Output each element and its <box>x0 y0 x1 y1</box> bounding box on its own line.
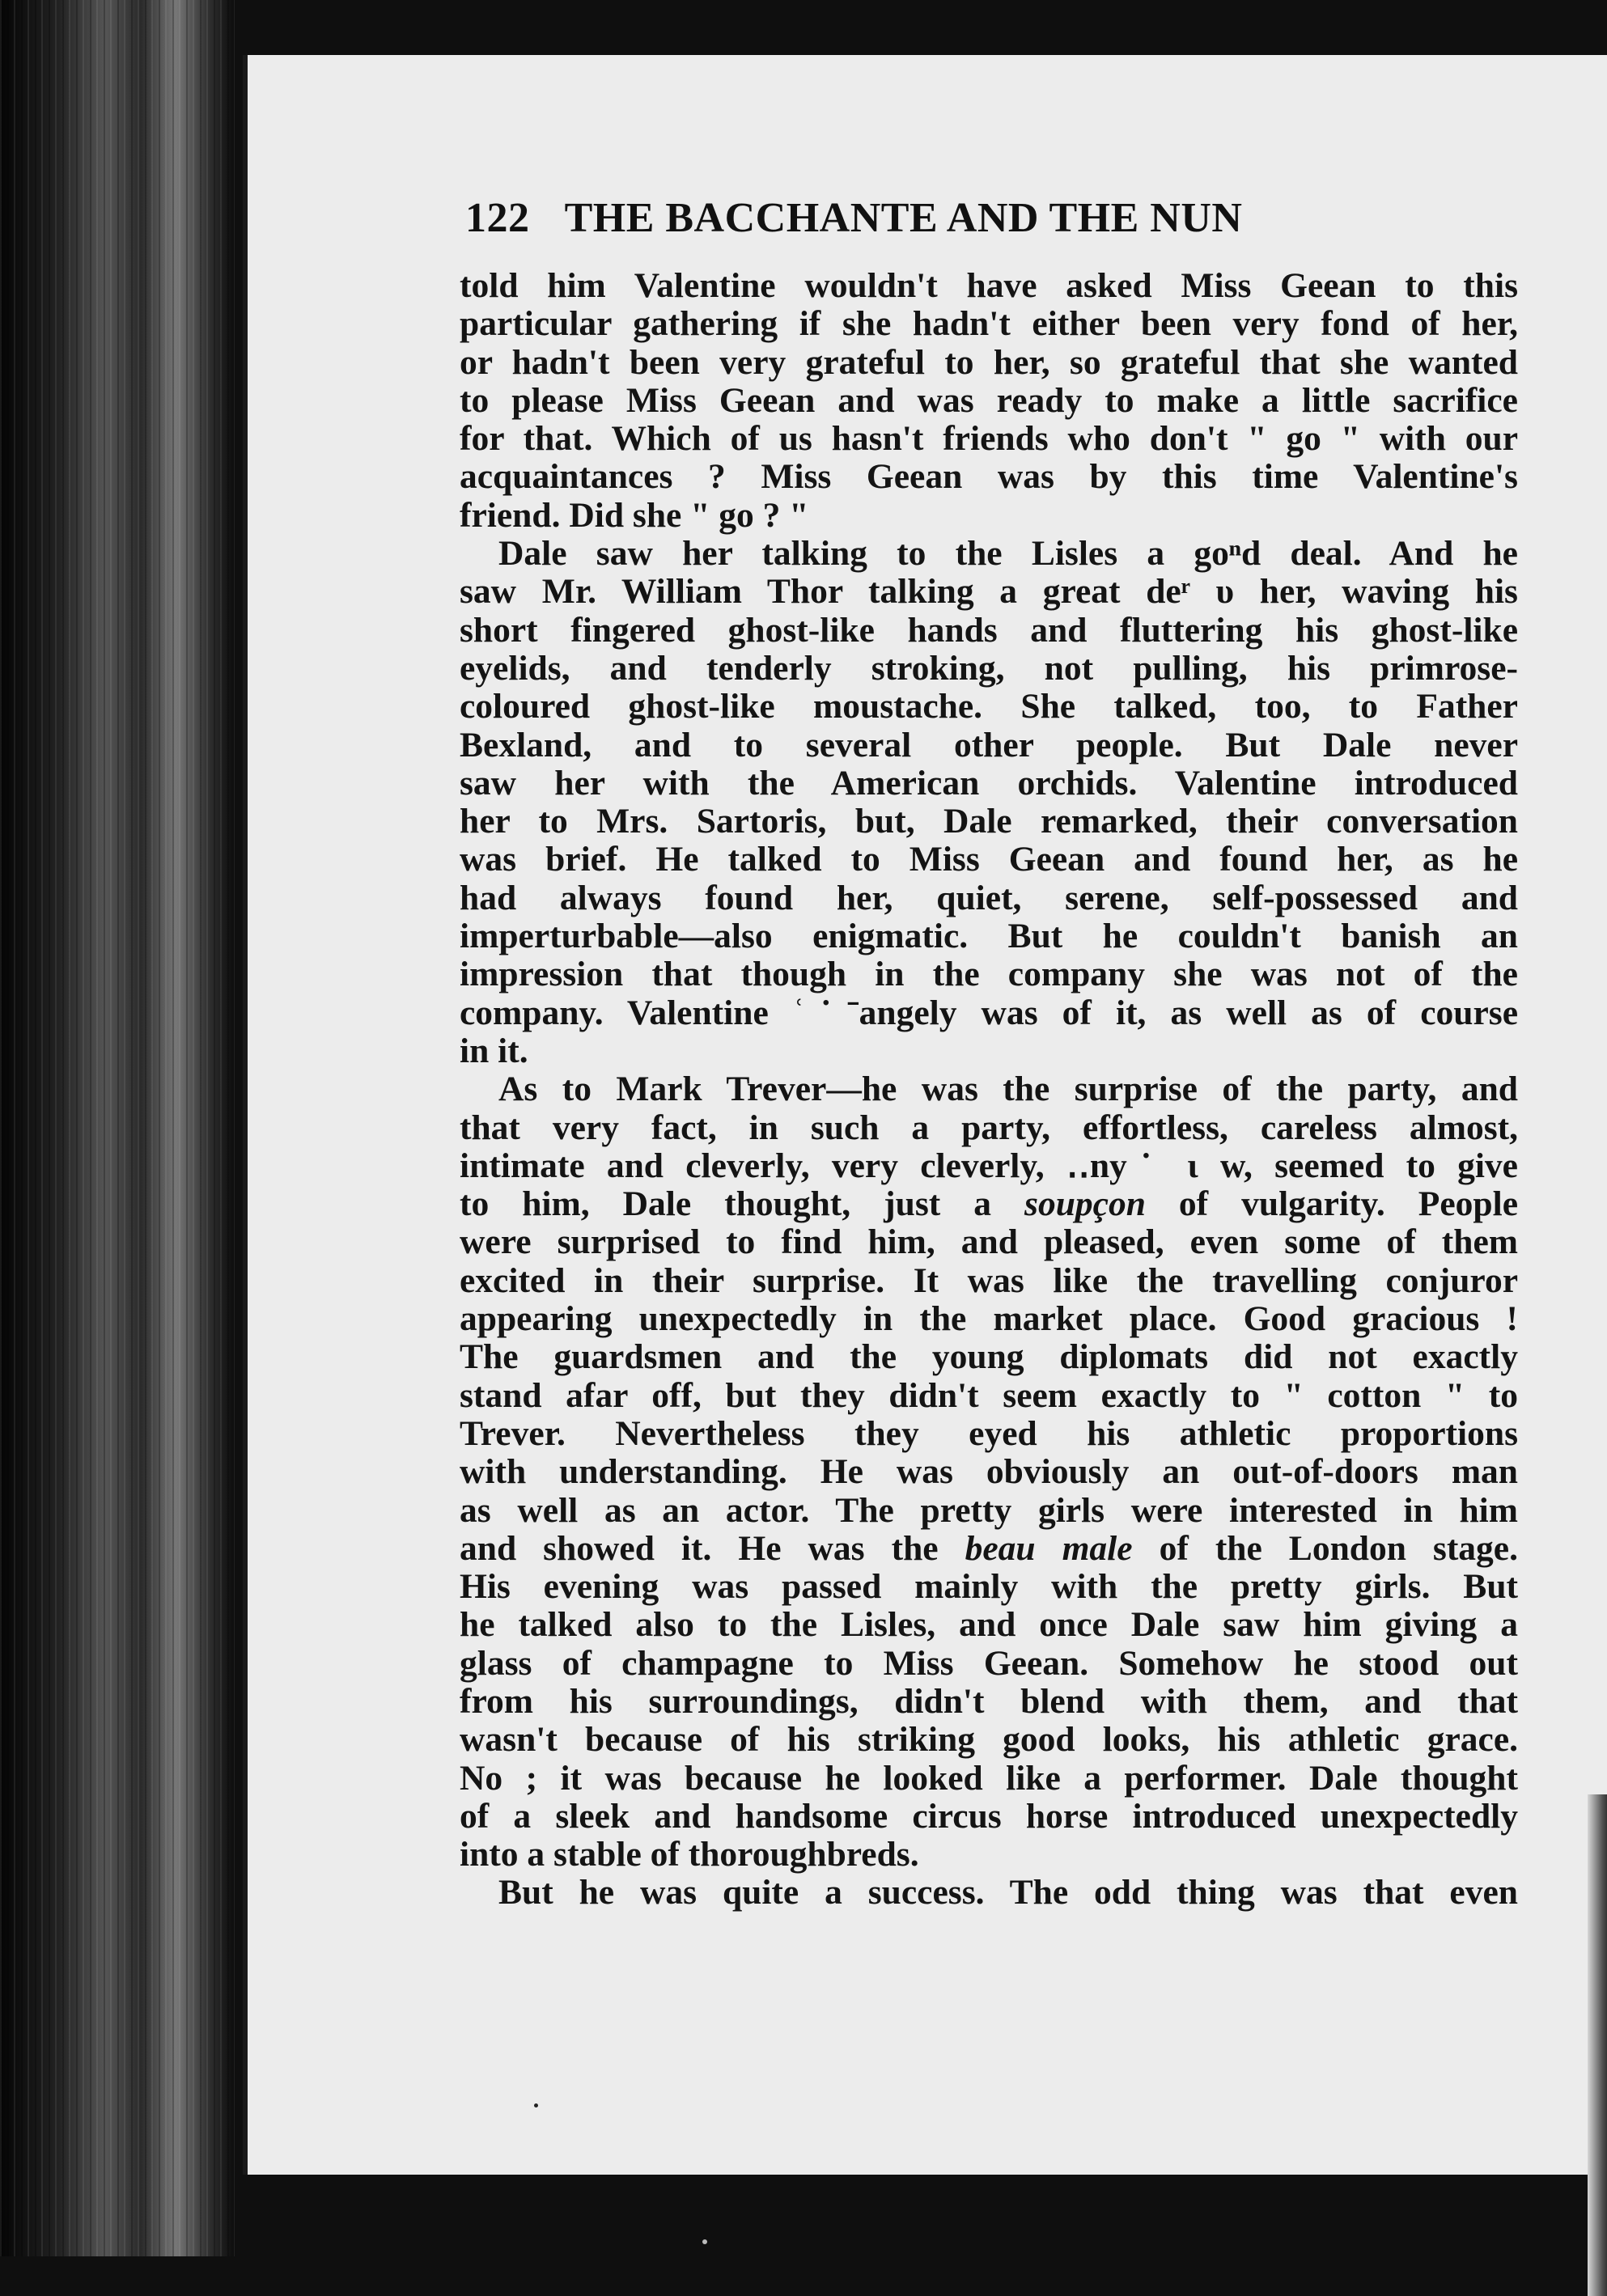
text-line: particular gathering if she hadn't either been very fond of her, <box>460 304 1518 344</box>
paragraph <box>460 535 1518 1070</box>
text-line: saw Mr. William Thor talking a great deʳ υ her, waving his <box>460 572 1518 612</box>
text-line: wasn't because of his striking good looks, his athletic grace. <box>460 1720 1518 1760</box>
text-line: The guardsmen and the young diplomats did not exactly <box>460 1337 1518 1377</box>
text-line: acquaintances ? Miss Geean was by this time Valentine's <box>460 457 1518 497</box>
text-line: to him, Dale thought, just a soupçon of vulgarity. People <box>460 1184 1518 1224</box>
page-number: 122 <box>465 195 530 241</box>
body-text <box>460 267 1518 1913</box>
paragraph <box>460 1070 1518 1874</box>
text-line: that very fact, in such a party, effortless, careless almost, <box>460 1108 1518 1147</box>
text-line: Dale saw her talking to the Lisles a goⁿd deal. And he <box>498 534 1518 574</box>
speck <box>702 2239 707 2244</box>
text-line: impression that though in the company she was not of the <box>460 955 1518 994</box>
page-edge-shadow <box>1588 1794 1607 2296</box>
text-line: were surprised to find him, and pleased, even some of them <box>460 1222 1518 1262</box>
text-line: coloured ghost-like moustache. She talked, too, to Father <box>460 687 1518 727</box>
text-line: from his surroundings, didn't blend with them, and that <box>460 1681 1518 1721</box>
text-line: or hadn't been very grateful to her, so grateful that she wanted <box>460 342 1518 382</box>
text-line: company. Valentine ʿ˙ˉangely was of it, as well as of course <box>460 993 1518 1032</box>
paragraph <box>460 267 1518 535</box>
text-line: Trever. Nevertheless they eyed his athletic proportions <box>460 1413 1518 1453</box>
text-line: glass of champagne to Miss Geean. Somehow he stood out <box>460 1643 1518 1683</box>
text-line: His evening was passed mainly with the pretty girls. But <box>460 1567 1518 1607</box>
text-line: As to Mark Trever—he was the surprise of the party, and <box>498 1070 1518 1109</box>
text-line: Bexland, and to several other people. But Dale never <box>460 725 1518 765</box>
text-line: as well as an actor. The pretty girls were interested in him <box>460 1490 1518 1530</box>
text-line: excited in their surprise. It was like the travelling conjuror <box>460 1260 1518 1300</box>
text-line: was brief. He talked to Miss Geean and found her, as he <box>460 840 1518 879</box>
text-line: of a sleek and handsome circus horse introduced unexpectedly <box>460 1796 1518 1836</box>
text-line: short fingered ghost-like hands and fluttering his ghost-like <box>460 610 1518 650</box>
text-line: for that. Which of us hasn't friends who don't " go " with our <box>460 419 1518 459</box>
text-line: had always found her, quiet, serene, self-possessed and <box>460 878 1518 917</box>
text-line: eyelids, and tenderly stroking, not pulling, his primrose- <box>460 648 1518 688</box>
book-binding-gutter <box>0 0 235 2256</box>
text-line: No ; it was because he looked like a performer. Dale thought <box>460 1758 1518 1798</box>
text-line: intimate and cleverly, very cleverly, ‥ny˙ ι w, seemed to give <box>460 1146 1518 1185</box>
text-line: imperturbable—also enigmatic. But he couldn't banish an <box>460 917 1518 956</box>
paragraph <box>460 1874 1518 1912</box>
text-line: friend. Did she " go ? " <box>460 495 809 535</box>
text-line: with understanding. He was obviously an out-of-doors man <box>460 1452 1518 1492</box>
speck <box>534 2103 538 2107</box>
running-header <box>465 194 1363 242</box>
text-line: into a stable of thoroughbreds. <box>460 1835 919 1875</box>
text-line: saw her with the American orchids. Valentine introduced <box>460 763 1518 803</box>
text-line: her to Mrs. Sartoris, but, Dale remarked, their conversation <box>460 802 1518 841</box>
text-line: he talked also to the Lisles, and once Dale saw him giving a <box>460 1605 1518 1645</box>
text-line: told him Valentine wouldn't have asked Miss Geean to this <box>460 266 1518 305</box>
running-title: THE BACCHANTE AND THE NUN <box>564 195 1243 241</box>
text-line: But he was quite a success. The odd thing was that even <box>498 1873 1518 1913</box>
text-line: stand afar off, but they didn't seem exactly to " cotton " to <box>460 1375 1518 1415</box>
text-line: appearing unexpectedly in the market place. Good gracious ! <box>460 1299 1518 1339</box>
text-line: and showed it. He was the beau male of the London stage. <box>460 1528 1518 1568</box>
text-line: to please Miss Geean and was ready to make a little sacrifice <box>460 380 1518 420</box>
text-line: in it. <box>460 1031 528 1070</box>
